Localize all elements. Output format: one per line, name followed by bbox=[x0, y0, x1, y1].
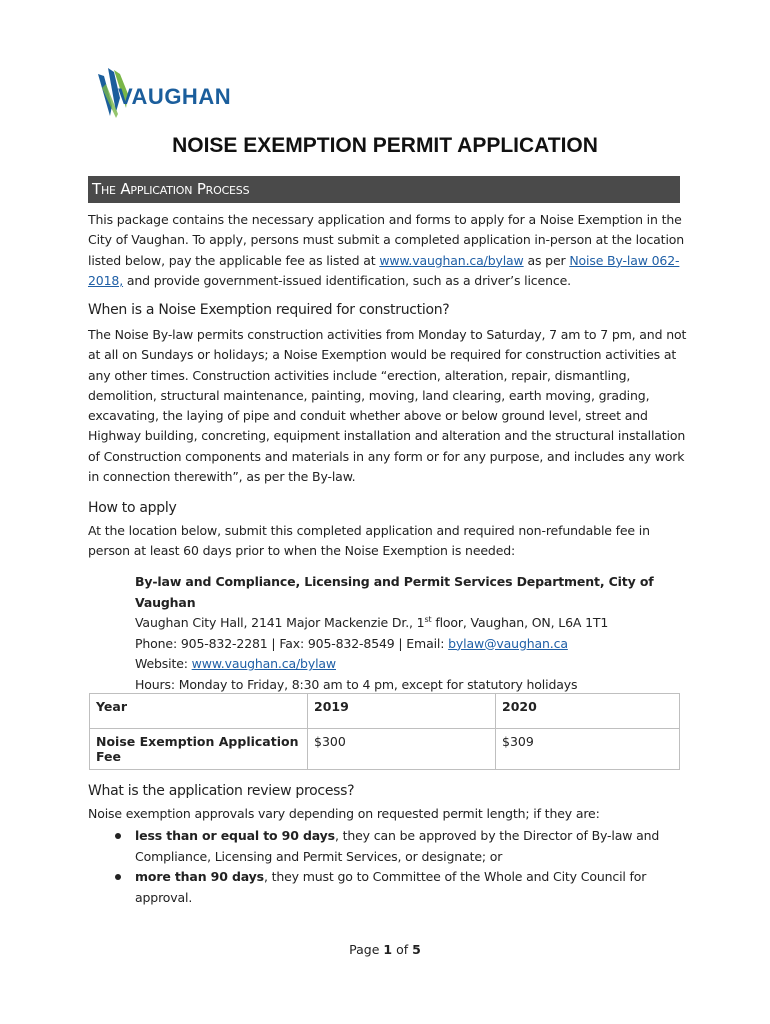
bullet-icon bbox=[115, 874, 121, 880]
table-header-cell: 2019 bbox=[308, 694, 496, 729]
intro-text-3: and provide government-issued identification, such as a driver’s licence. bbox=[123, 272, 571, 288]
address-line: Vaughan City Hall, 2141 Major Mackenzie Dr., 1st floor, Vaughan, ON, L6A 1T1 bbox=[135, 614, 609, 630]
contact-line: Phone: 905-832-2281 | Fax: 905-832-8549 | Email: bylaw@vaughan.ca bbox=[135, 635, 568, 651]
page-number: Page 1 of 5 bbox=[349, 942, 421, 957]
construction-heading: When is a Noise Exemption required for construction? bbox=[88, 302, 450, 318]
review-bullet-list bbox=[88, 826, 688, 908]
list-item: more than 90 days, they must go to Committee of the Whole and City Council for approval. bbox=[88, 867, 688, 908]
page-title: NOISE EXEMPTION PERMIT APPLICATION bbox=[172, 134, 598, 157]
office-address bbox=[135, 572, 695, 695]
logo-wordmark: VAUGHAN bbox=[118, 84, 232, 109]
fees-table bbox=[89, 693, 680, 770]
table-header-cell: Year bbox=[90, 694, 308, 729]
table-cell: $300 bbox=[308, 729, 496, 770]
hours-line: Hours: Monday to Friday, 8:30 am to 4 pm, except for statutory holidays bbox=[135, 676, 578, 692]
table-cell: Noise Exemption Application Fee bbox=[90, 729, 308, 770]
table-header-cell: 2020 bbox=[496, 694, 680, 729]
bylaw-link[interactable]: www.vaughan.ca/bylaw bbox=[379, 252, 524, 268]
department-name: By-law and Compliance, Licensing and Permit Services Department, City of Vaughan bbox=[135, 574, 654, 610]
construction-paragraph: The Noise By-law permits construction activities from Monday to Saturday, 7 am to 7 pm, and not at all on Sundays or holidays; a Noise Exemption would be required for construction activities at any other times. Construction activities include “erection, alteration, repair, dismantling, demolition, structural maintenance, painting, moving, land clearing, earth moving, grading, excavating, the laying of pipe and conduit whether above or below ground level, street and Highway building, concreting, equipment installation and alteration and the structural installation of Construction components and materials in any form or for any purpose, and includes any work in connection therewith”, as per the By-law. bbox=[88, 327, 687, 485]
section-header-bar bbox=[88, 176, 680, 203]
email-link[interactable]: bylaw@vaughan.ca bbox=[448, 635, 568, 651]
list-item: less than or equal to 90 days, they can be approved by the Director of By-law and Compliance, Licensing and Permit Services, or designate; or bbox=[88, 826, 688, 867]
intro-text-2: as per bbox=[523, 252, 570, 268]
noise-bylaw-link[interactable]: Noise By-law 062-2018, bbox=[88, 252, 680, 288]
table-row bbox=[90, 729, 680, 770]
apply-paragraph: At the location below, submit this completed application and required non-refundable fee in person at least 60 days prior to when the Noise Exemption is needed: bbox=[88, 523, 650, 559]
intro-paragraph bbox=[88, 210, 688, 291]
review-intro: Noise exemption approvals vary depending on requested permit length; if they are: bbox=[88, 806, 600, 821]
table-cell: $309 bbox=[496, 729, 680, 770]
intro-text: This package contains the necessary application and forms to apply for a Noise Exemption in the City of Vaughan. To apply, persons must submit a completed application in-person at the location listed below, pay the applicable fee as listed at bbox=[88, 212, 685, 268]
section-header-text: The Application Process bbox=[92, 180, 250, 198]
review-heading: What is the application review process? bbox=[88, 783, 355, 799]
website-line: Website: www.vaughan.ca/bylaw bbox=[135, 656, 336, 671]
apply-heading: How to apply bbox=[88, 500, 177, 516]
website-link[interactable]: www.vaughan.ca/bylaw bbox=[191, 656, 336, 671]
bullet-icon bbox=[115, 833, 121, 839]
table-header-row bbox=[90, 694, 680, 729]
